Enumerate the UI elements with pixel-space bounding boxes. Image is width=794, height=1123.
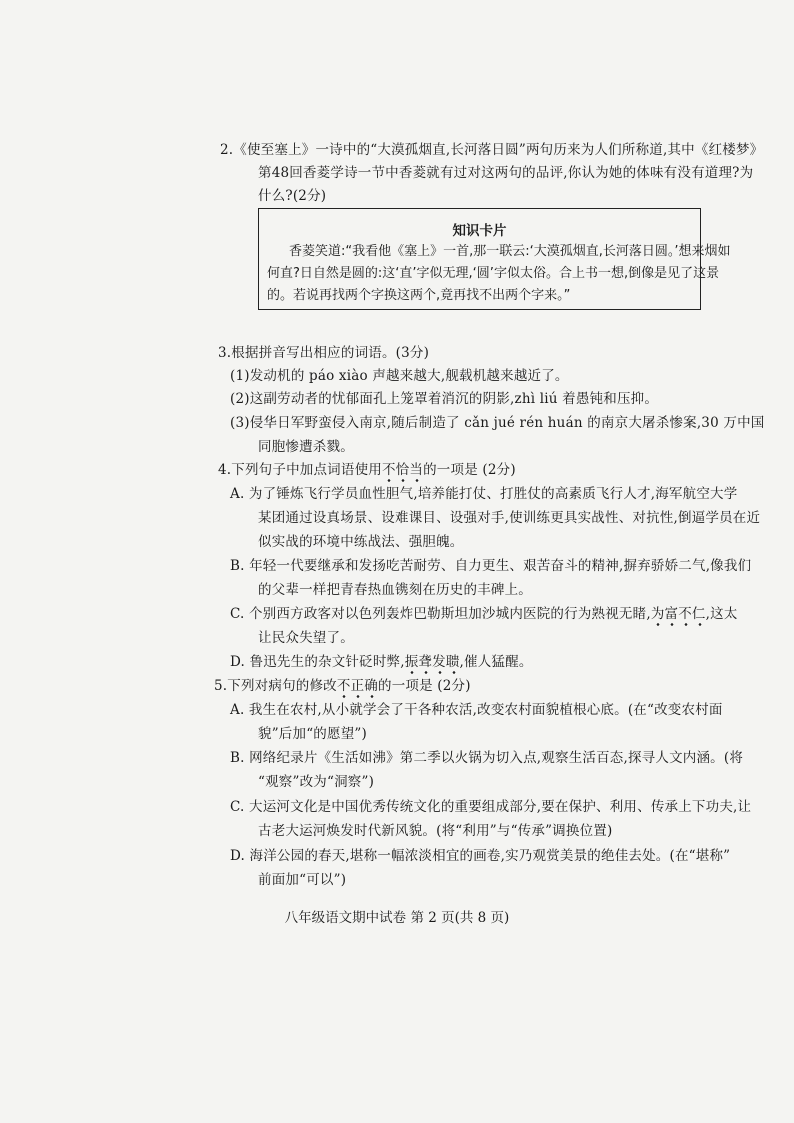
- knowledge-card-line-3: 的。若说再找两个字换这两个,竟再找不出两个字来。”: [267, 288, 571, 303]
- q4-title-post: 的一项是 (2分): [423, 462, 516, 478]
- q4-d-pre: D. 鲁迅先生的杂文针砭时弊,: [230, 654, 405, 670]
- q2-line-3: 什么?(2分): [258, 188, 327, 204]
- q5-option-a-line-2: 貌”后加“的愿望”): [258, 726, 367, 742]
- q5-option-c-line-2: 古老大运河焕发时代新风貌。(将“利用”与“传承”调换位置): [258, 823, 613, 839]
- page-footer: 八年级语文期中试卷 第 2 页(共 8 页): [284, 910, 510, 926]
- q4-option-d: [230, 652, 533, 672]
- q4-option-a-line-3: 似实战的环境中练战法、强胆魄。: [258, 534, 464, 550]
- q4-c-emphasis: 为富不仁: [651, 606, 706, 627]
- q5-option-b-line-1: B. 网络纪录片《生活如沸》第二季以火锅为切入点,观察生活百态,探寻人文内涵。(将: [230, 750, 744, 766]
- knowledge-card-line-2: 何直?日自然是圆的:这‘直’字似无理,‘圆’字似太俗。合上书一想,倒像是见了这景: [267, 266, 720, 281]
- q4-option-a-line-1: A. 为了锤炼飞行学员血性胆气,培养能打仗、打胜仗的高素质飞行人才,海军航空大学: [230, 486, 738, 502]
- q2-line-2: 第48回香菱学诗一节中香菱就有过对这两句的品评,你认为她的体味有没有道理?为: [258, 165, 754, 181]
- q4-c-pre: C. 个别西方政客对以色列轰炸巴勒斯坦加沙城内医院的行为熟视无睹,: [230, 606, 651, 622]
- q4-title: [218, 460, 516, 480]
- q5-title-emphasis: 不正确: [337, 678, 378, 699]
- q5-option-a-line-1: A. 我生在农村,从小就学会了干各种农活,改变农村面貌植根心底。(在“改变农村面: [230, 702, 723, 718]
- q5-option-d-line-1: D. 海洋公园的春天,堪称一幅浓淡相宜的画卷,实乃观赏美景的绝佳去处。(在“堪称”: [230, 848, 731, 864]
- q5-option-c-line-1: C. 大运河文化是中国优秀传统文化的重要组成部分,要在保护、利用、传承上下功夫,让: [230, 799, 752, 815]
- q4-c-post: ,这太: [705, 606, 738, 622]
- q4-d-post: ,催人猛醒。: [459, 654, 533, 670]
- q3-item-2: (2)这副劳动者的忧郁面孔上笼罩着消沉的阴影,zhì liú 着愚钝和压抑。: [230, 391, 659, 407]
- q3-item-1: (1)发动机的 páo xiào 声越来越大,舰载机越来越近了。: [230, 368, 569, 384]
- q4-option-c-line-1: [230, 604, 738, 624]
- q5-title-pre: 5.下列对病句的修改: [214, 678, 337, 694]
- q3-item-3a: (3)侵华日军野蛮侵入南京,随后制造了 cǎn jué rén huán 的南京大屠杀惨案,30 万中国: [230, 415, 765, 431]
- q4-option-b-line-2: 的父辈一样把青春热血镌刻在历史的丰碑上。: [258, 582, 532, 598]
- q2-line-1: 2.《使至塞上》一诗中的“大漠孤烟直,长河落日圆”两句历来为人们所称道,其中《红楼梦》: [220, 142, 764, 158]
- q5-option-d-line-2: 前面加“可以”): [258, 872, 347, 888]
- q5-title-post: 的一项是 (2分): [378, 678, 471, 694]
- knowledge-card-title: 知识卡片: [452, 223, 507, 239]
- knowledge-card-line-1: 香菱笑道:“我看他《塞上》一首,那一联云:‘大漠孤烟直,长河落日圆。’想来烟如: [289, 244, 731, 259]
- q4-title-pre: 4.下列句子中加点词语使用: [218, 462, 382, 478]
- q3-item-3b: 同胞惨遭杀戮。: [258, 439, 354, 455]
- q4-option-a-line-2: 某团通过设真场景、设难课目、设强对手,使训练更具实战性、对抗性,倒逼学员在近: [258, 510, 761, 526]
- q5-option-b-line-2: “观察”改为“洞察”): [258, 774, 375, 790]
- q4-d-emphasis: 振聋发聩: [405, 654, 460, 675]
- q4-option-c-line-2: 让民众失望了。: [258, 630, 354, 646]
- q4-option-b-line-1: B. 年轻一代要继承和发扬吃苦耐劳、自力更生、艰苦奋斗的精神,摒弃骄娇二气,像我们: [230, 558, 752, 574]
- knowledge-card: [258, 208, 731, 310]
- q3-title: 3.根据拼音写出相应的词语。(3分): [218, 345, 430, 361]
- q4-title-emphasis: 不恰当: [382, 462, 423, 483]
- q5-title: [214, 676, 471, 696]
